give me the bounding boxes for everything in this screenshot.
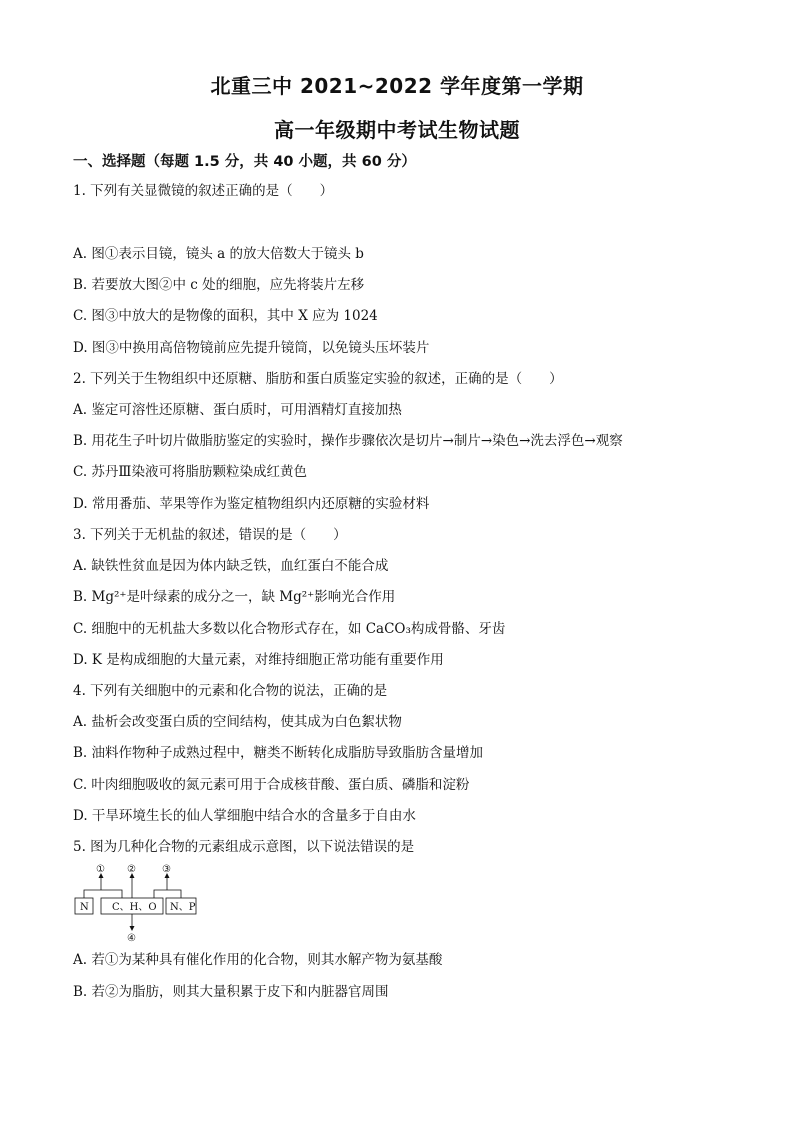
question-3-option-c: C. 细胞中的无机盐大多数以化合物形式存在，如 CaCO₃构成骨骼、牙齿 bbox=[73, 621, 506, 637]
diagram-circle-2: ② bbox=[127, 864, 136, 875]
question-2-option-c: C. 苏丹Ⅲ染液可将脂肪颗粒染成红黄色 bbox=[73, 464, 307, 480]
question-5-stem: 5. 图为几种化合物的元素组成示意图，以下说法错误的是 bbox=[73, 839, 415, 855]
section-heading: 一、选择题（每题 1.5 分，共 40 小题，共 60 分） bbox=[73, 154, 416, 170]
question-1-stem: 1. 下列有关显微镜的叙述正确的是（ ） bbox=[73, 183, 334, 199]
diagram-circle-3: ③ bbox=[162, 864, 171, 875]
diagram-label-n: N bbox=[80, 902, 89, 913]
diagram-circle-4: ④ bbox=[127, 933, 136, 942]
question-1-option-b: B. 若要放大图②中 c 处的细胞，应先将装片左移 bbox=[73, 277, 365, 293]
question-2-option-d: D. 常用番茄、苹果等作为鉴定植物组织内还原糖的实验材料 bbox=[73, 496, 430, 512]
exam-title-line2: 高一年级期中考试生物试题 bbox=[274, 118, 520, 142]
question-3-stem: 3. 下列关于无机盐的叙述，错误的是（ ） bbox=[73, 527, 347, 543]
question-4-option-b: B. 油料作物种子成熟过程中，糖类不断转化成脂肪导致脂肪含量增加 bbox=[73, 745, 484, 761]
question-4-option-c: C. 叶肉细胞吸收的氮元素可用于合成核苷酸、蛋白质、磷脂和淀粉 bbox=[73, 777, 470, 793]
exam-title-line1: 北重三中 2021~2022 学年度第一学期 bbox=[210, 74, 584, 98]
question-3-option-d: D. K 是构成细胞的大量元素，对维持细胞正常功能有重要作用 bbox=[73, 652, 444, 668]
diagram-label-cho: C、H、O bbox=[112, 902, 157, 913]
diagram-connector-1 bbox=[84, 890, 122, 898]
diagram-arrowhead-4 bbox=[130, 926, 135, 931]
question-2-stem: 2. 下列关于生物组织中还原糖、脂肪和蛋白质鉴定实验的叙述，正确的是（ ） bbox=[73, 371, 563, 387]
question-3-option-b: B. Mg²⁺是叶绿素的成分之一，缺 Mg²⁺影响光合作用 bbox=[73, 589, 396, 605]
diagram-connector-3 bbox=[154, 890, 181, 898]
question-4-option-d: D. 干旱环境生长的仙人掌细胞中结合水的含量多于自由水 bbox=[73, 808, 416, 824]
question-5-option-b: B. 若②为脂肪，则其大量积累于皮下和内脏器官周围 bbox=[73, 984, 389, 1000]
question-3-option-a: A. 缺铁性贫血是因为体内缺乏铁，血红蛋白不能合成 bbox=[73, 558, 389, 574]
question-1-option-c: C. 图③中放大的是物像的面积，其中 X 应为 1024 bbox=[73, 308, 378, 324]
diagram-circle-1: ① bbox=[96, 864, 105, 875]
question-2-option-b: B. 用花生子叶切片做脂肪鉴定的实验时，操作步骤依次是切片→制片→染色→洗去浮色→观察 bbox=[73, 433, 623, 449]
question-4-option-a: A. 盐析会改变蛋白质的空间结构，使其成为白色絮状物 bbox=[73, 714, 402, 730]
element-composition-diagram bbox=[70, 862, 210, 942]
question-4-stem: 4. 下列有关细胞中的元素和化合物的说法，正确的是 bbox=[73, 683, 388, 699]
diagram-label-np: N、P bbox=[170, 902, 196, 913]
question-2-option-a: A. 鉴定可溶性还原糖、蛋白质时，可用酒精灯直接加热 bbox=[73, 402, 402, 418]
question-5-option-a: A. 若①为某种具有催化作用的化合物，则其水解产物为氨基酸 bbox=[73, 952, 443, 968]
question-1-option-a: A. 图①表示目镜，镜头 a 的放大倍数大于镜头 b bbox=[73, 246, 364, 262]
question-1-option-d: D. 图③中换用高倍物镜前应先提升镜筒，以免镜头压坏装片 bbox=[73, 340, 430, 356]
